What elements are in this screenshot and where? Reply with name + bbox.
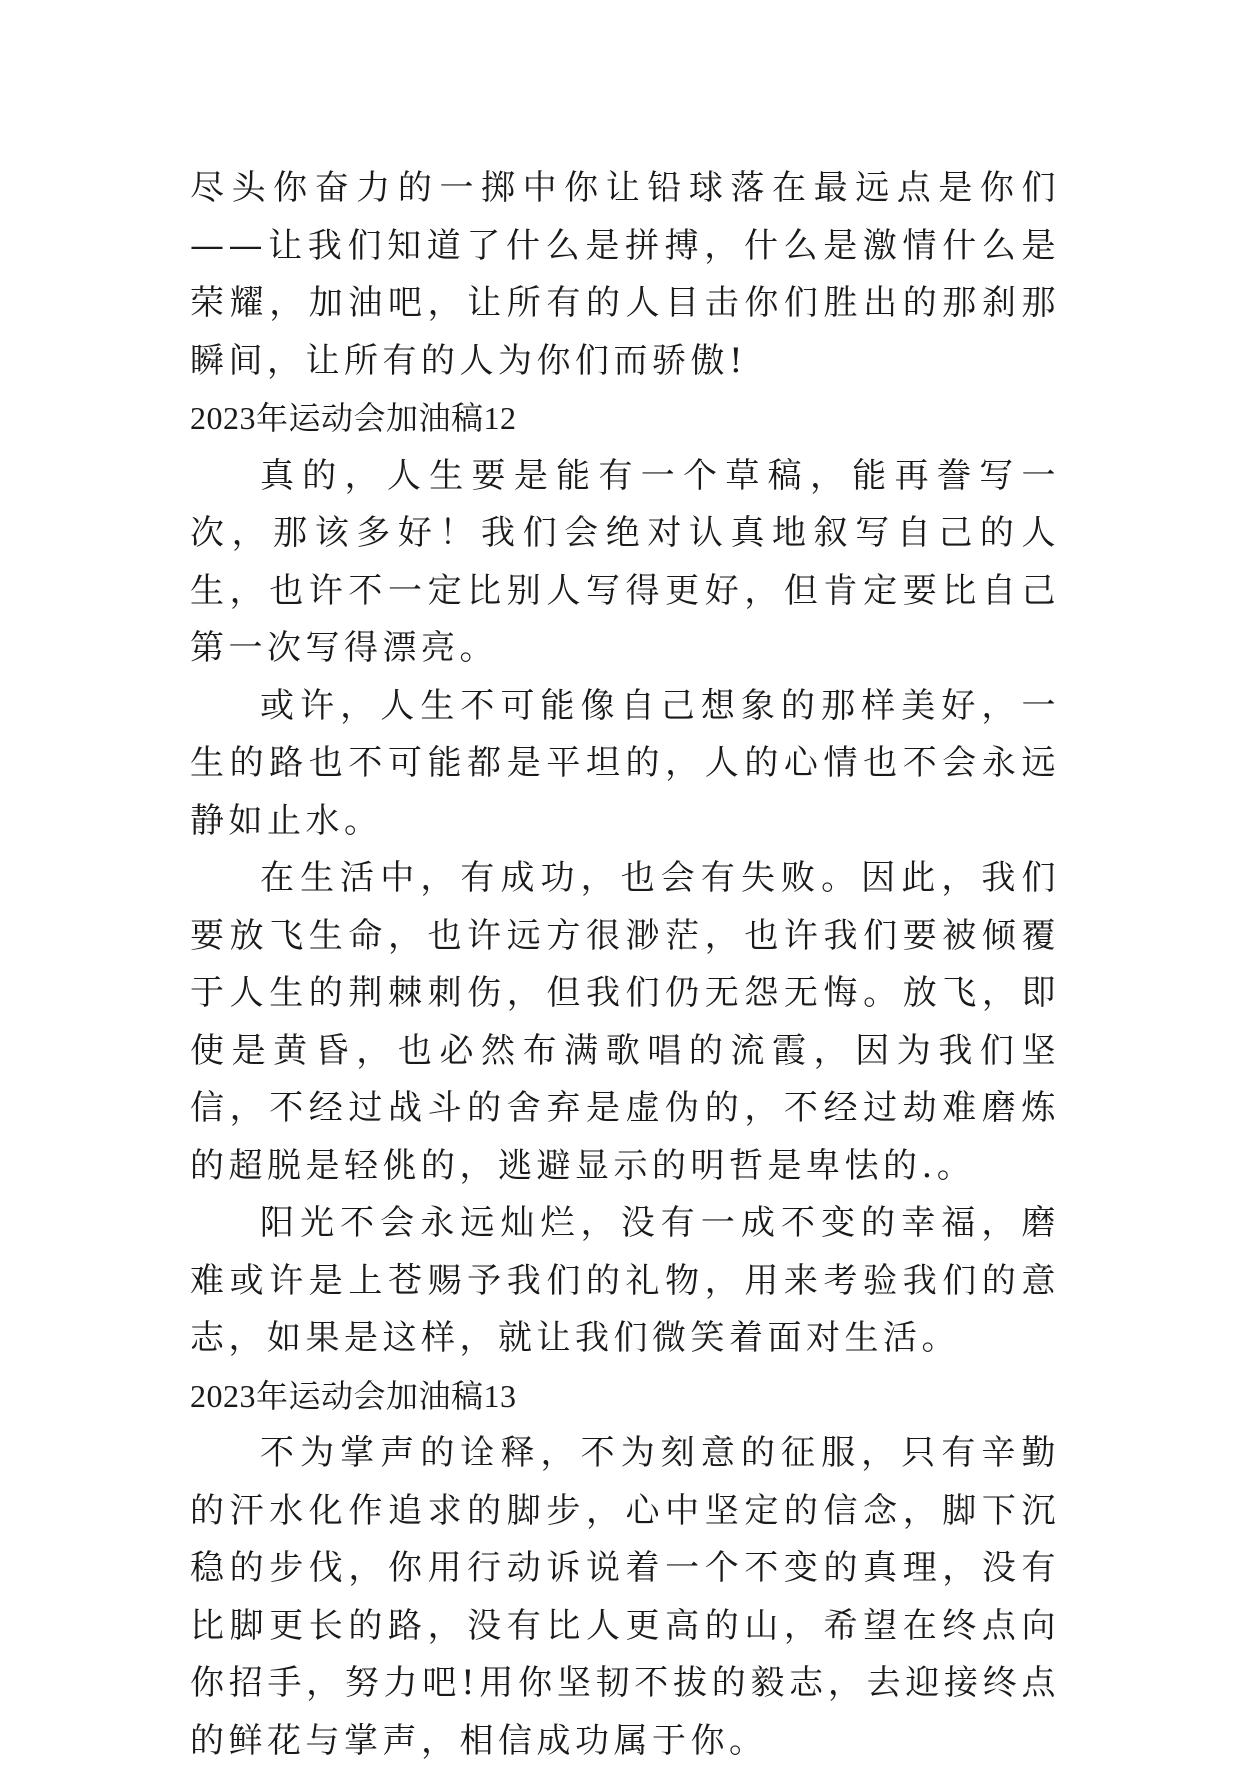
document-page <box>190 160 1060 1770</box>
paragraph-life-not-perfect: 或许，人生不可能像自己想象的那样美好，一生的路也不可能都是平坦的，人的心情也不会永远静如止水。 <box>190 685 1060 841</box>
section-heading-12: 2023年运动会加油稿12 <box>190 400 517 436</box>
paragraph-applause: 不为掌声的诠释，不为刻意的征服，只有辛勤的汗水化作追求的脚步，心中坚定的信念，脚下沉稳的步伐，你用行动诉说着一个不变的真理，没有比脚更长的路，没有比人更高的山，希望在终点向你招手，努力吧!用你坚韧不拔的毅志，去迎接终点的鲜花与掌声，相信成功属于你。 <box>190 1433 1060 1761</box>
paragraph-continuation: 尽头你奋力的一掷中你让铅球落在最远点是你们——让我们知道了什么是拼搏，什么是激情什么是荣耀，加油吧，让所有的人目击你们胜出的那刹那瞬间，让所有的人为你们而骄傲! <box>190 168 1060 381</box>
paragraph-draft-of-life: 真的，人生要是能有一个草稿，能再誊写一次，那该多好！我们会绝对认真地叙写自己的人生，也许不一定比别人写得更好，但肯定要比自己第一次写得漂亮。 <box>190 455 1060 668</box>
paragraph-success-and-failure: 在生活中，有成功，也会有失败。因此，我们要放飞生命，也许远方很渺茫，也许我们要被倾覆于人生的荆棘刺伤，但我们仍无怨无悔。放飞，即使是黄昏，也必然布满歌唱的流霞，因为我们坚信，不经过战斗的舍弃是虚伪的，不经过劫难磨炼的超脱是轻佻的，逃避显示的明哲是卑怯的.。 <box>190 858 1060 1186</box>
paragraph-sunshine: 阳光不会永远灿烂，没有一成不变的幸福，磨难或许是上苍赐予我们的礼物，用来考验我们的意志，如果是这样，就让我们微笑着面对生活。 <box>190 1203 1060 1358</box>
section-heading-13: 2023年运动会加油稿13 <box>190 1377 517 1414</box>
